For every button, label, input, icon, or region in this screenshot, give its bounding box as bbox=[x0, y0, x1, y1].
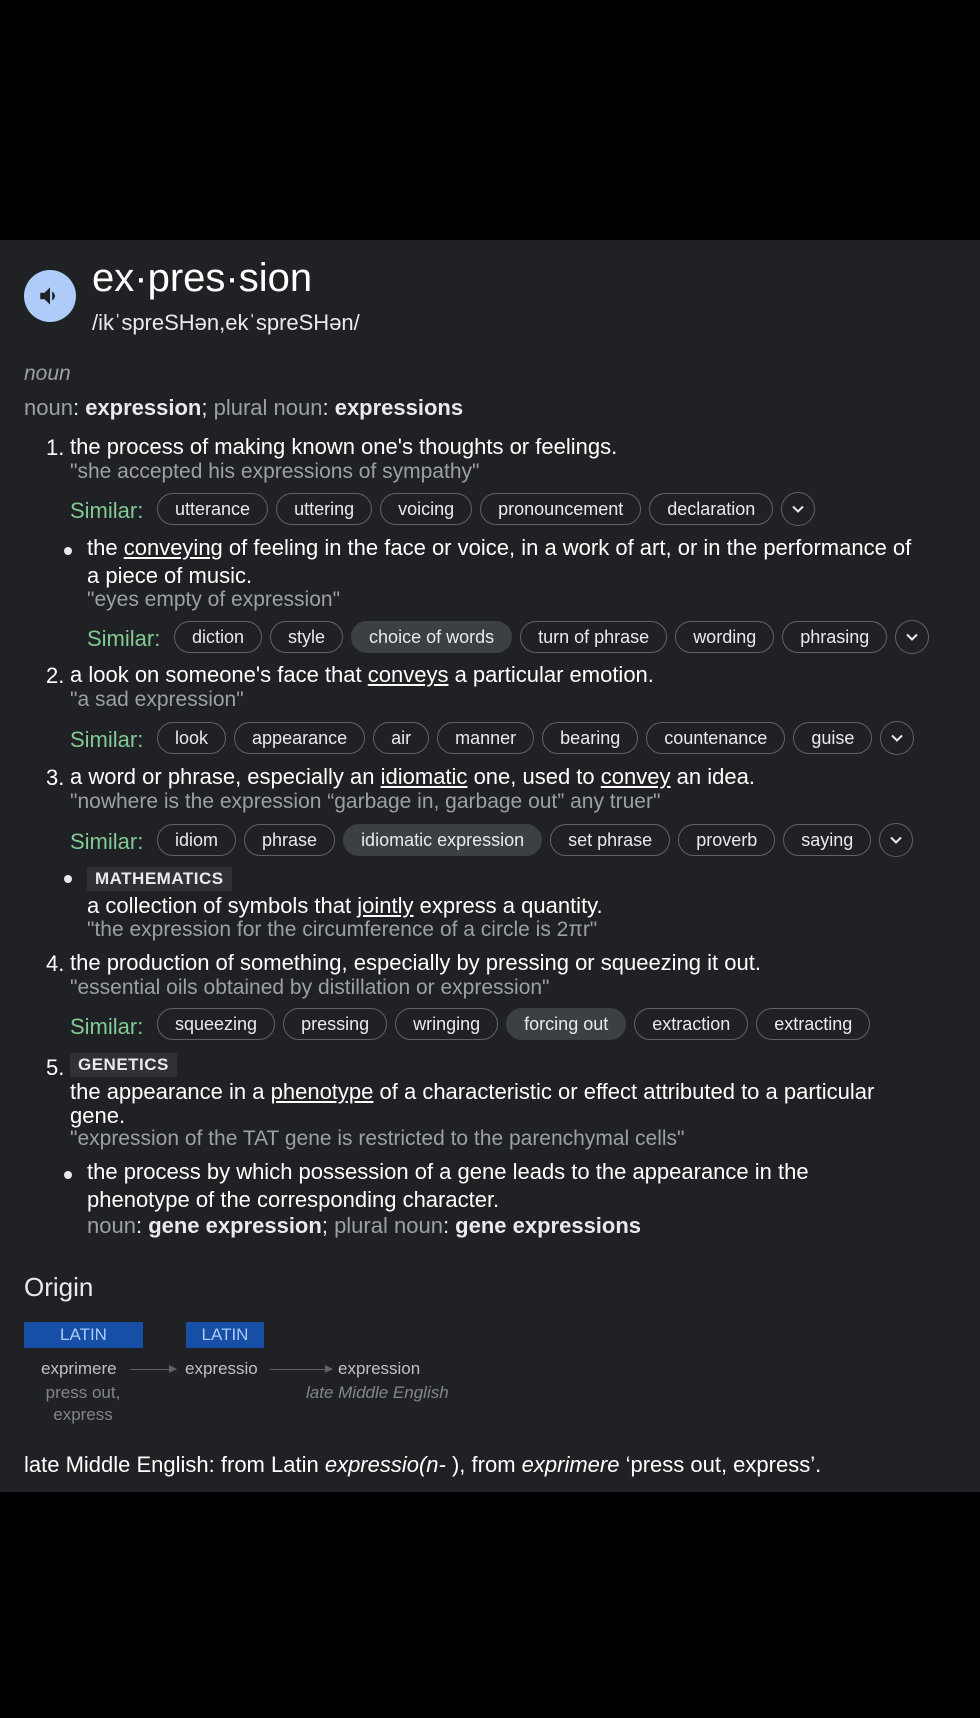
similar-chip[interactable]: extraction bbox=[634, 1008, 748, 1040]
more-similar-button[interactable] bbox=[879, 823, 913, 857]
similar-chip[interactable]: phrase bbox=[244, 824, 335, 856]
more-similar-button[interactable] bbox=[895, 620, 929, 654]
similar-chip[interactable]: saying bbox=[783, 824, 871, 856]
sense-example: "expression of the TAT gene is restricted to the parenchymal cells" bbox=[70, 1127, 685, 1150]
sense-definition: a word or phrase, especially an idiomatic one, used to convey an idea. bbox=[70, 764, 755, 789]
sense-number: 5. bbox=[46, 1055, 65, 1080]
similar-chip[interactable]: bearing bbox=[542, 722, 638, 754]
similar-chip[interactable]: pressing bbox=[283, 1008, 387, 1040]
similar-label: Similar: bbox=[70, 829, 144, 854]
conveying-link[interactable]: conveying bbox=[123, 535, 223, 560]
similar-chip[interactable]: look bbox=[157, 722, 226, 754]
similar-chip[interactable]: uttering bbox=[276, 493, 372, 525]
gene-expression-noun-forms: noun: gene expression; plural noun: gene expressions bbox=[87, 1213, 642, 1238]
sub-sense-definition-cont: phenotype of the corresponding character. bbox=[87, 1187, 500, 1212]
etymology-note: late Middle English bbox=[306, 1383, 449, 1402]
similar-chips bbox=[174, 620, 929, 654]
headword: ex·pres·sion bbox=[92, 256, 313, 300]
more-similar-button[interactable] bbox=[880, 721, 914, 755]
dictionary-card bbox=[0, 240, 980, 1492]
similar-chip[interactable]: diction bbox=[174, 621, 262, 653]
sub-sense-bullet bbox=[64, 875, 72, 883]
similar-chip[interactable]: style bbox=[270, 621, 343, 653]
etymology-word: exprimere bbox=[41, 1359, 117, 1378]
etymology-arrow bbox=[130, 1369, 176, 1370]
similar-chips bbox=[157, 1008, 870, 1040]
idiomatic-link[interactable]: idiomatic bbox=[380, 764, 468, 789]
origin-heading: Origin bbox=[24, 1272, 94, 1302]
sub-sense-definition-cont: a piece of music. bbox=[87, 563, 253, 588]
sense-definition: the production of something, especially by pressing or squeezing it out. bbox=[70, 950, 761, 975]
similar-label: Similar: bbox=[70, 727, 144, 752]
similar-chip[interactable]: extracting bbox=[756, 1008, 870, 1040]
similar-chip[interactable]: squeezing bbox=[157, 1008, 275, 1040]
similar-chip[interactable]: wringing bbox=[395, 1008, 498, 1040]
more-similar-button[interactable] bbox=[781, 492, 815, 526]
subject-tag: MATHEMATICS bbox=[87, 867, 232, 891]
part-of-speech: noun bbox=[24, 362, 71, 385]
chevron-down-icon bbox=[889, 833, 903, 847]
similar-chip[interactable]: choice of words bbox=[351, 621, 512, 653]
language-label: LATIN bbox=[24, 1322, 143, 1348]
jointly-link[interactable]: jointly bbox=[357, 893, 414, 918]
sense-example: "the expression for the circumference of a circle is 2πr" bbox=[87, 918, 598, 941]
chevron-down-icon bbox=[905, 630, 919, 644]
sense-example: "she accepted his expressions of sympathy" bbox=[70, 460, 480, 483]
sense-example: "nowhere is the expression “garbage in, garbage out” any truer" bbox=[70, 790, 661, 813]
speaker-icon bbox=[37, 283, 63, 309]
etymology-word: expressio bbox=[185, 1359, 258, 1378]
similar-chip[interactable]: declaration bbox=[649, 493, 773, 525]
conveys-link[interactable]: conveys bbox=[367, 662, 449, 687]
sub-sense-definition: the conveying of feeling in the face or voice, in a work of art, or in the performance of bbox=[87, 535, 912, 560]
similar-chip[interactable]: idiomatic expression bbox=[343, 824, 542, 856]
sub-sense-bullet bbox=[64, 1171, 72, 1179]
similar-chip[interactable]: manner bbox=[437, 722, 534, 754]
similar-chip[interactable]: proverb bbox=[678, 824, 775, 856]
similar-chip[interactable]: turn of phrase bbox=[520, 621, 667, 653]
sense-example: "a sad expression" bbox=[70, 688, 244, 711]
language-label: LATIN bbox=[186, 1322, 264, 1348]
sub-sense-definition: the process by which possession of a gene leads to the appearance in the bbox=[87, 1159, 809, 1184]
similar-label: Similar: bbox=[87, 626, 161, 651]
similar-label: Similar: bbox=[70, 1014, 144, 1039]
sense-number: 4. bbox=[46, 951, 65, 976]
sub-sense-bullet bbox=[64, 547, 72, 555]
sense-number: 2. bbox=[46, 663, 65, 688]
sense-example: "eyes empty of expression" bbox=[87, 588, 341, 611]
phonetic-spelling: /ikˈspreSHən,ekˈspreSHən/ bbox=[92, 310, 360, 335]
subject-tag: GENETICS bbox=[70, 1053, 177, 1077]
origin-description: late Middle English: from Latin expressio(n- ), from exprimere ‘press out, express’. bbox=[24, 1452, 822, 1477]
similar-chip[interactable]: voicing bbox=[380, 493, 472, 525]
convey-link[interactable]: convey bbox=[600, 764, 671, 789]
sense-definition: a look on someone's face that conveys a particular emotion. bbox=[70, 662, 654, 687]
phenotype-link[interactable]: phenotype bbox=[270, 1079, 374, 1104]
similar-chip[interactable]: set phrase bbox=[550, 824, 670, 856]
etymology-word: expression bbox=[338, 1359, 421, 1378]
sense-number: 1. bbox=[46, 435, 65, 460]
noun-forms: noun: expression; plural noun: expressions bbox=[24, 395, 464, 420]
similar-chip[interactable]: idiom bbox=[157, 824, 236, 856]
chevron-down-icon bbox=[791, 502, 805, 516]
etymology-gloss: press out, express bbox=[45, 1383, 121, 1424]
chevron-down-icon bbox=[890, 731, 904, 745]
similar-chip[interactable]: wording bbox=[675, 621, 774, 653]
sense-definition: the appearance in a phenotype of a characteristic or effect attributed to a particular bbox=[70, 1079, 875, 1104]
similar-chips bbox=[157, 492, 815, 526]
similar-chip[interactable]: appearance bbox=[234, 722, 365, 754]
similar-chips bbox=[157, 823, 913, 857]
similar-chip[interactable]: countenance bbox=[646, 722, 785, 754]
sense-definition-cont: gene. bbox=[70, 1103, 126, 1128]
sub-sense-definition: a collection of symbols that jointly express a quantity. bbox=[87, 893, 603, 918]
similar-chip[interactable]: pronouncement bbox=[480, 493, 641, 525]
similar-chip[interactable]: air bbox=[373, 722, 429, 754]
similar-chip[interactable]: guise bbox=[793, 722, 872, 754]
pronunciation-speaker-button[interactable] bbox=[24, 270, 76, 322]
similar-chip[interactable]: forcing out bbox=[506, 1008, 626, 1040]
etymology-arrow bbox=[270, 1369, 332, 1370]
similar-chip[interactable]: utterance bbox=[157, 493, 268, 525]
sense-example: "essential oils obtained by distillation or expression" bbox=[70, 976, 550, 999]
sense-definition: the process of making known one's thoughts or feelings. bbox=[70, 434, 618, 459]
similar-chip[interactable]: phrasing bbox=[782, 621, 887, 653]
similar-label: Similar: bbox=[70, 498, 144, 523]
similar-chips bbox=[157, 721, 914, 755]
sense-number: 3. bbox=[46, 765, 65, 790]
